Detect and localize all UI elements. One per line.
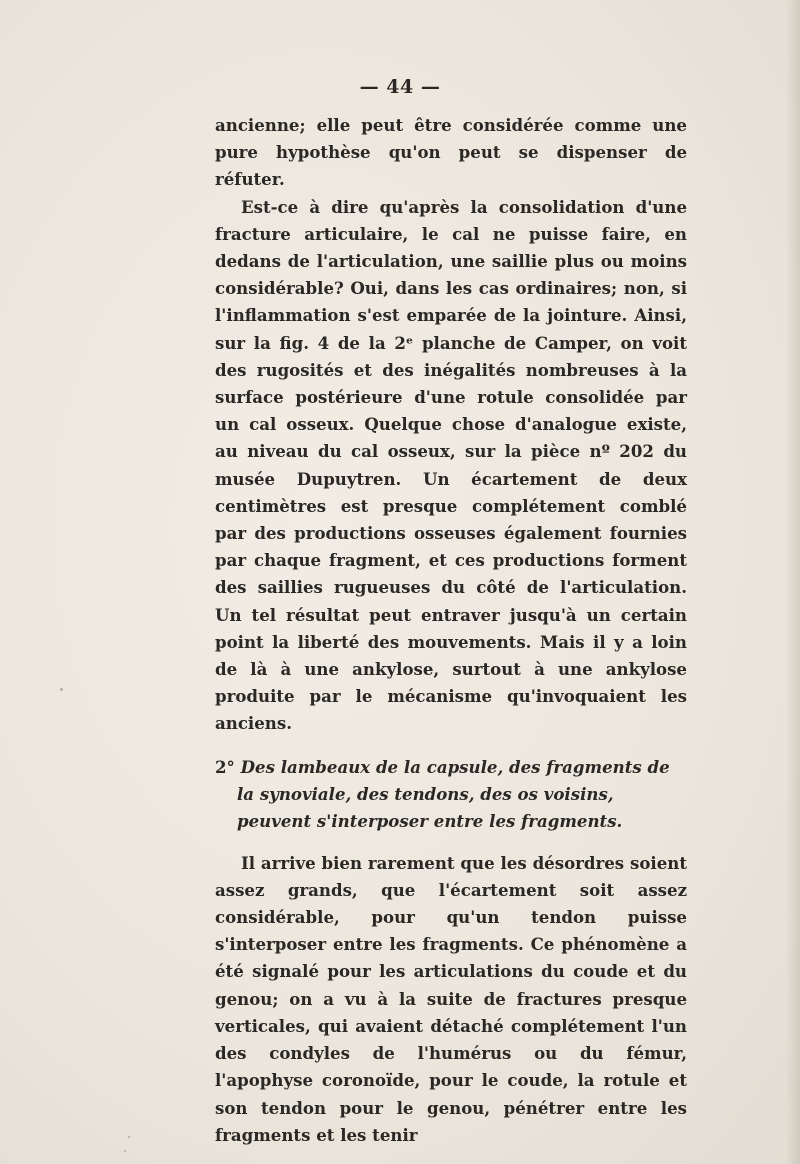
paper-speck xyxy=(60,688,63,691)
section-title: Des lambeaux de la capsule, des fragments de la synoviale, des tendons, des os voisins, peuvent s'interposer entre les fragments. xyxy=(237,756,670,831)
section-heading xyxy=(215,754,687,835)
paragraph-consolidation: Est-ce à dire qu'après la consolidation d'une fracture articulaire, le cal ne puisse faire, en dedans de l'articulation, une saillie plus ou moins considérable? Oui, dans les cas ordinaires; non, si l'inflammation s'est emparée de la jointure. Ainsi, sur la fig. 4 de la 2ᵉ planche de Camper, on voit des rugosités et des inégalités nombreuses à la surface postérieure d'une rotule consolidée par un cal osseux. Quelque chose d'analogue existe, au niveau du cal osseux, sur la pièce nº 202 du musée Dupuytren. Un écartement de deux centimètres est presque complétement comblé par des productions osseuses également fournies par chaque fragment, et ces productions forment des saillies rugueuses du côté de l'articulation. Un tel résultat peut entraver jusqu'à un certain point la liberté des mouvements. Mais il y a loin de là à une ankylose, surtout à une ankylose produite par le mécanisme qu'invoquaient les anciens. xyxy=(215,196,687,734)
body-text xyxy=(215,112,687,1149)
paper-speck xyxy=(124,1150,126,1152)
paragraph-tendon: Il arrive bien rarement que les désordres soient assez grands, que l'écartement soit assez considérable, pour qu'un tendon puisse s'interposer entre les fragments. Ce phénomène a été signalé pour les articulations du coude et du genou; on a vu à la suite de fractures presque verticales, qui avaient détaché complétement l'un des condyles de l'humérus ou du fémur, l'apophyse coronoïde, pour le coude, la rotule et son tendon pour le genou, pénétrer entre les fragments et les tenir xyxy=(215,852,687,1145)
paragraph-continued: ancienne; elle peut être considérée comme une pure hypothèse qu'on peut se dispenser de réfuter. xyxy=(215,115,687,190)
page-edge-shadow xyxy=(786,0,800,1164)
page-number: — 44 — xyxy=(359,76,441,98)
paper-speck xyxy=(128,1136,130,1138)
section-number: 2° xyxy=(215,756,235,777)
